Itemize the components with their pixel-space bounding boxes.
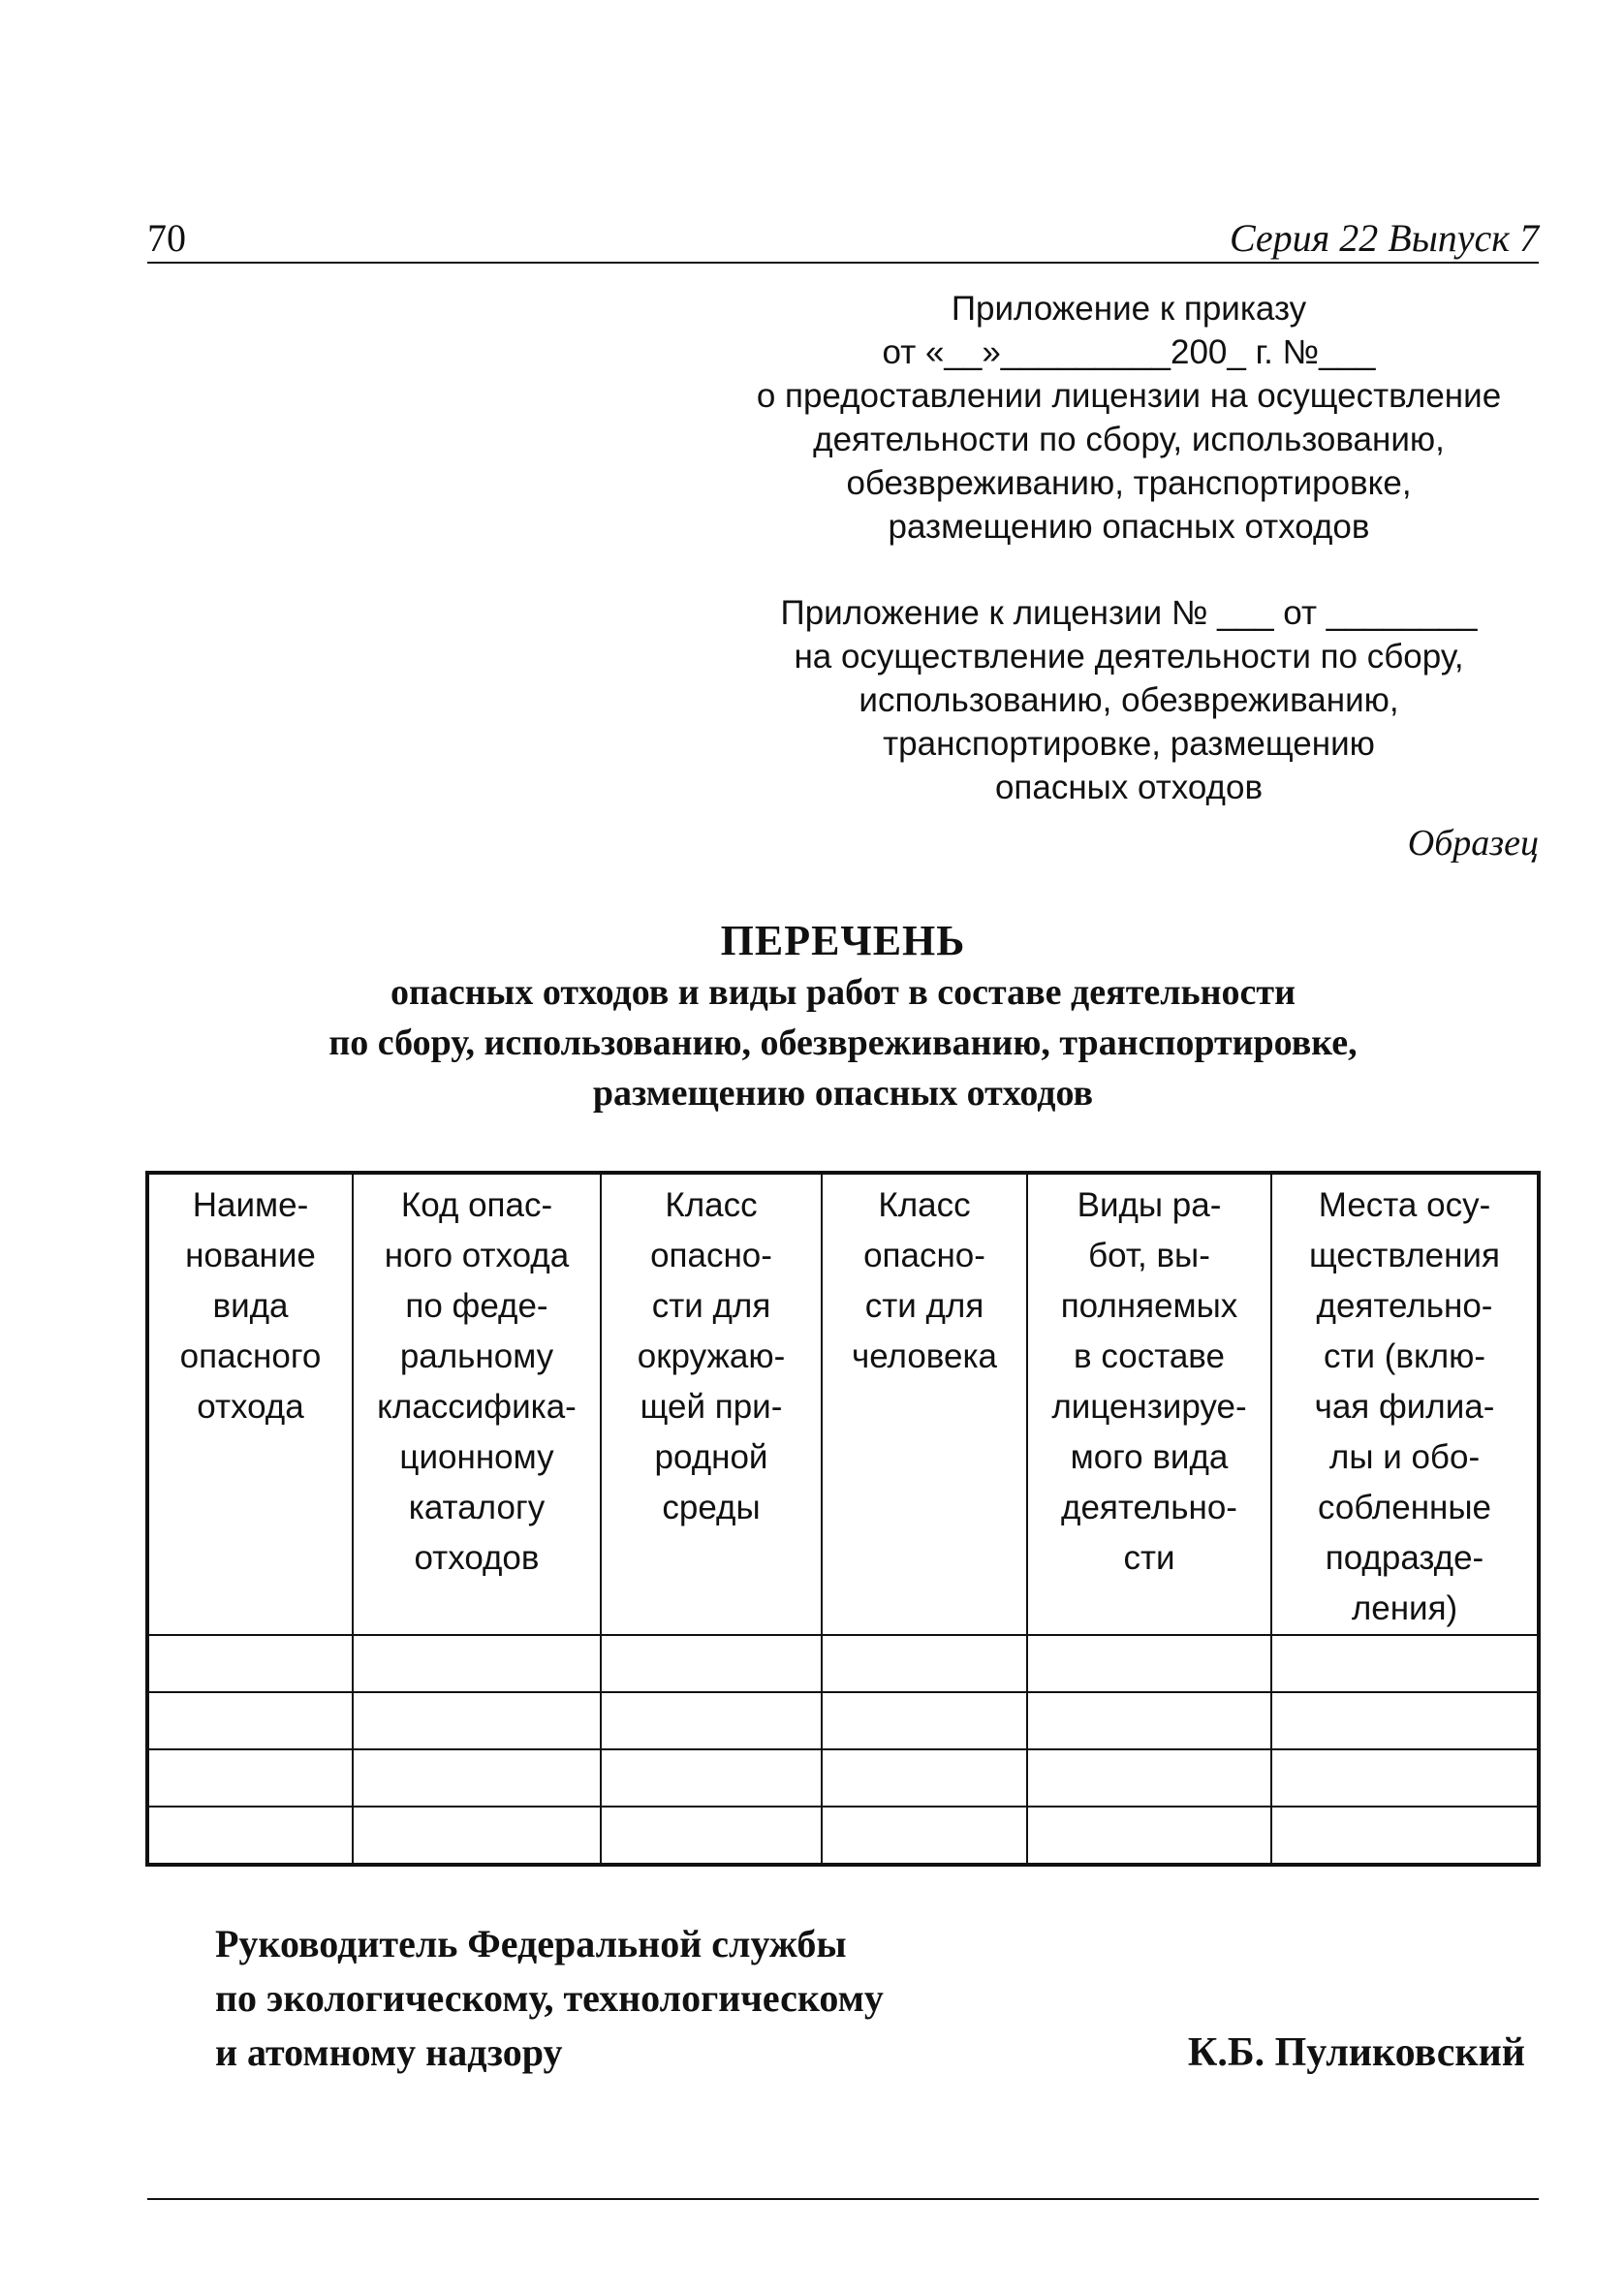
table-header-row	[147, 1173, 1539, 1635]
appendix-order-line: Приложение к приказу	[951, 290, 1307, 328]
hazardous-waste-table	[145, 1171, 1541, 1867]
table-cell	[147, 1635, 353, 1692]
table-cell	[822, 1635, 1027, 1692]
table-cell	[1271, 1692, 1539, 1749]
appendix-license-line: на осуществление деятельности по сбору,	[794, 638, 1464, 676]
sample-label: Образец	[1407, 823, 1539, 864]
table-row	[147, 1692, 1539, 1749]
table-cell	[147, 1692, 353, 1749]
page-number: 70	[147, 216, 186, 260]
appendix-to-license	[719, 591, 1539, 809]
subtitle-line: размещению опасных отходов	[592, 1073, 1094, 1114]
running-header	[147, 207, 1539, 264]
appendix-license-line: Приложение к лицензии № ___ от ________	[780, 594, 1478, 632]
appendix-order-line: деятельности по сбору, использованию,	[813, 421, 1445, 458]
column-header-waste-code: Код опас- ного отхода по феде- ральному классифика- ционному каталогу отходов	[353, 1173, 601, 1635]
table-cell	[822, 1807, 1027, 1865]
table-cell	[1271, 1635, 1539, 1692]
table-cell	[601, 1692, 822, 1749]
column-header-waste-type: Наиме- нование вида опасного отхода	[147, 1173, 353, 1635]
appendix-order-line: размещению опасных отходов	[888, 508, 1370, 546]
table-cell	[601, 1807, 822, 1865]
column-header-locations: Места осу- ществления деятельно- сти (вклю- чая филиа- лы и обо- собленные подразде- ления)	[1271, 1173, 1539, 1635]
table-cell	[1027, 1635, 1271, 1692]
table-cell	[1271, 1807, 1539, 1865]
appendix-license-line: опасных отходов	[994, 769, 1264, 806]
table-row	[147, 1749, 1539, 1807]
signatory-title-line: по экологическому, технологическому	[215, 1976, 884, 2020]
signature-block	[215, 1917, 884, 2080]
signatory-title-line: Руководитель Федеральной службы	[215, 1922, 847, 1965]
document-title	[147, 915, 1539, 1118]
main-title: ПЕРЕЧЕНЬ	[720, 917, 966, 964]
table-cell	[822, 1749, 1027, 1807]
table-cell	[353, 1807, 601, 1865]
table-cell	[147, 1749, 353, 1807]
table-row	[147, 1635, 1539, 1692]
appendix-license-line: использованию, обезвреживанию,	[859, 681, 1399, 719]
signatory-name: К.Б. Пуликовский	[1187, 2030, 1525, 2075]
subtitle-line: по сбору, использованию, обезвреживанию, транспортировке,	[328, 1022, 1358, 1063]
column-header-human-hazard-class: Класс опасно- сти для человека	[822, 1173, 1027, 1635]
table-cell	[1027, 1807, 1271, 1865]
table-cell	[601, 1749, 822, 1807]
appendix-to-order	[719, 287, 1539, 549]
table-cell	[353, 1692, 601, 1749]
table-cell	[1027, 1749, 1271, 1807]
appendix-order-line: о предоставлении лицензии на осуществление	[756, 377, 1502, 415]
table-cell	[601, 1635, 822, 1692]
bottom-rule	[147, 2198, 1539, 2200]
column-header-work-types: Виды ра- бот, вы- полняемых в составе лицензируе- мого вида деятельно- сти	[1027, 1173, 1271, 1635]
table-row	[147, 1807, 1539, 1865]
appendix-license-line: транспортировке, размещению	[883, 725, 1375, 763]
appendix-order-line: обезвреживанию, транспортировке,	[846, 464, 1412, 502]
table-cell	[353, 1749, 601, 1807]
table-cell	[353, 1635, 601, 1692]
series-label: Серия 22 Выпуск 7	[1229, 216, 1539, 260]
table-cell	[1271, 1749, 1539, 1807]
signatory-title-line: и атомному надзору	[215, 2030, 563, 2074]
table-cell	[822, 1692, 1027, 1749]
column-header-environment-hazard-class: Класс опасно- сти для окружаю- щей при- родной среды	[601, 1173, 822, 1635]
table-cell	[147, 1807, 353, 1865]
subtitle-line: опасных отходов и виды работ в составе деятельности	[390, 972, 1296, 1013]
table-cell	[1027, 1692, 1271, 1749]
appendix-order-line: от «__»_________200_ г. №___	[882, 333, 1376, 371]
